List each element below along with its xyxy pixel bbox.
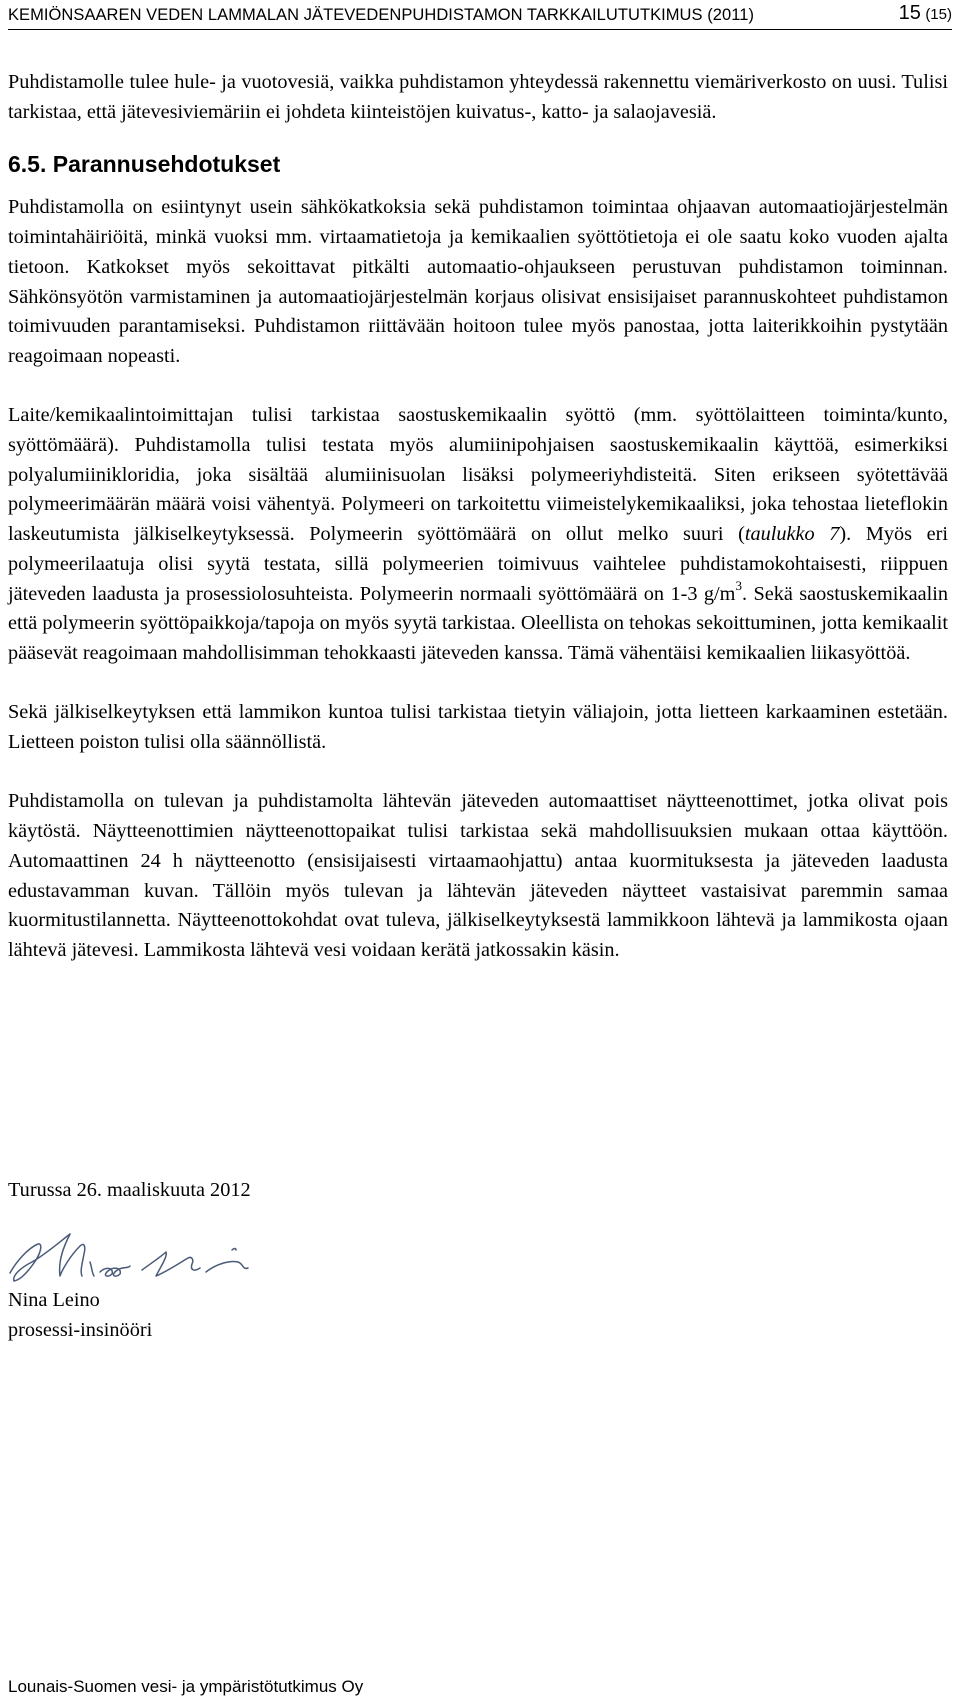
paragraph-sludge: Sekä jälkiselkeytyksen että lammikon kuntoa tulisi tarkistaa tietyin väliajoin, jotta lietteen karkaaminen estetään. Lietteen poiston tulisi olla säännöllistä. <box>8 701 948 754</box>
section-heading: 6.5. Parannusehdotukset <box>8 151 281 178</box>
document-title: KEMIÖNSAAREN VEDEN LAMMALAN JÄTEVEDENPUHDISTAMON TARKKAILUTUTKIMUS (2011) <box>8 6 754 24</box>
paragraph-power-outages: Puhdistamolla on esiintynyt usein sähkökatkoksia sekä puhdistamon toimintaa ohjaavan automaatiojärjestelmän toimintahäiriöitä, minkä vuoksi mm. virtaamatietoja ja kemikaalien syöttötietoja ei ole saatu koko vuoden ajalta tietoon. Katkokset myös sekoittavat pitkälti automaatio-ohjaukseen perustuvan puhdistamon toiminnan. Sähkönsyötön varmistaminen ja automaatiojärjestelmän korjaus olisivat ensisijaiset parannuskohteet puhdistamon toimivuuden parantamiseksi. Puhdistamon riittävään hoitoon tulee myös panostaa, jotta laiterikkoihin pystytään reagoimaan nopeasti. <box>8 196 948 367</box>
unit-superscript: 3 <box>735 577 742 593</box>
paragraph-chemicals <box>8 401 948 668</box>
paragraph-chemicals-text: Laite/kemikaalintoimittajan tulisi tarkistaa saostuskemikaalin syöttö (mm. syöttölaitteen toiminta/kunto, syöttömäärä). Puhdistamolla tulisi testata myös alumiinipohjaisen saostuskemikaalin käyttöä, esimerkiksi polyalumiinikloridia, joka sisältää alumiinisuolan lisäksi polymeeriyhdisteitä. Siten erikseen syötettävää polymeerimäärän määrä voisi vähentyä. Polymeeri on tarkoitettu viimeistelykemikaaliksi, joka tehostaa lieteflokin laskeutumista jälkiselkeytyksessä. Polymeerin syöttömäärä on ollut melko suuri ( <box>8 404 948 546</box>
page-number-total: (15) <box>925 6 952 23</box>
signer-name: Nina Leino <box>8 1289 100 1311</box>
paragraph-chemicals-text: ). Myös eri polymeerilaatuja olisi syytä testata, sillä polymeerien toimivuus vaihtelee puhdistamokohtaisesti, riippuen jäteveden laadusta ja prosessiolosuhteista. Polymeerin normaali syöttömäärä on 1-3 g/m <box>8 523 948 605</box>
page-footer: Lounais-Suomen vesi- ja ympäristötutkimus Oy <box>8 1677 364 1696</box>
table-reference: taulukko 7 <box>744 523 840 546</box>
intro-paragraph: Puhdistamolle tulee hule- ja vuotovesiä, vaikka puhdistamon yhteydessä rakennettu viemäriverkosto on uusi. Tulisi tarkistaa, että jätevesiviemäriin ei johdeta kiinteistöjen kuivatus-, katto- ja salaojavesiä. <box>8 71 948 123</box>
signer-block <box>8 1285 152 1345</box>
signer-title: prosessi-insinööri <box>8 1319 153 1341</box>
page-number <box>899 2 952 25</box>
page-number-current: 15 <box>898 2 921 24</box>
handwritten-signature <box>8 1226 276 1288</box>
place-date: Turussa 26. maaliskuuta 2012 <box>8 1179 251 1201</box>
document-body <box>8 68 948 966</box>
header-divider <box>8 29 952 30</box>
paragraph-sampling: Puhdistamolla on tulevan ja puhdistamolta lähtevän jäteveden automaattiset näytteenottimet, jotka olivat pois käytöstä. Näytteenottimien näytteenottopaikat tulisi tarkistaa sekä mahdollisuuksien mukaan ottaa käyttöön. Automaattinen 24 h näytteenotto (ensisijaisesti virtaamaohjattu) antaa kuormituksesta ja jäteveden laadusta edustavamman kuvan. Tällöin myös tulevan ja lähtevän jäteveden näytteet vastaisivat paremmin samaa kuormitustilannetta. Näytteenottokohdat ovat tuleva, jälkiselkeytyksestä lammikkoon lähtevä ja lammikosta ojaan lähtevä jätevesi. Lammikosta lähtevä vesi voidaan kerätä jatkossakin käsin. <box>8 790 948 961</box>
page-header <box>8 2 952 28</box>
paragraph-chemicals-text: . Sekä saostuskemikaalin että polymeerin syöttöpaikkoja/tapoja on myös syytä tarkistaa. Oleellista on tehokas sekoittuminen, jotta kemikaalit pääsevät reagoimaan mahdollisimman tehokkaasti jäteveden kanssa. Tämä vähentäisi kemikaalien liikasyöttöä. <box>8 582 948 664</box>
